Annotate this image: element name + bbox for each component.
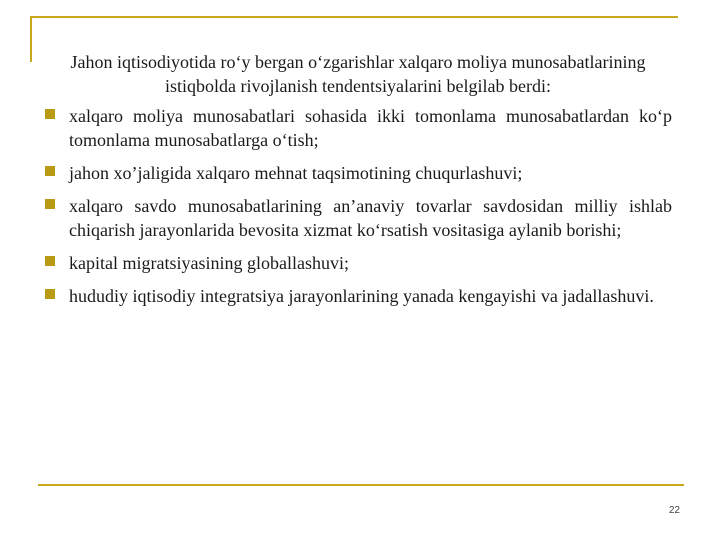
list-item (44, 161, 672, 185)
intro-text: Jahon iqtisodiyotida ro‘y bergan o‘zgarishlar xalqaro moliya munosabatlarining istiqbolda rivojlanish tendentsiyalarini belgilab berdi: (70, 52, 646, 96)
bullet-list (44, 104, 672, 308)
bottom-divider (38, 484, 684, 486)
list-item (44, 284, 672, 308)
page-number: 22 (668, 505, 680, 516)
list-item-text: xalqaro savdo munosabatlarining an’anaviy tovarlar savdosidan milliy ishlab chiqarish jarayonlarida bevosita xizmat ko‘rsatish vositasiga aylanib borishi; (69, 196, 672, 240)
square-bullet-icon (45, 199, 55, 209)
slide-content (44, 50, 672, 317)
list-item-text: kapital migratsiyasining globallashuvi; (69, 253, 349, 273)
list-item-text: xalqaro moliya munosabatlari sohasida ikki tomonlama munosabatlardan ko‘p tomonlama munosabatlarga o‘tish; (69, 106, 672, 150)
list-item-text: jahon xo’jaligida xalqaro mehnat taqsimotining chuqurlashuvi; (69, 163, 523, 183)
square-bullet-icon (45, 289, 55, 299)
top-divider (30, 16, 678, 18)
square-bullet-icon (45, 166, 55, 176)
square-bullet-icon (45, 109, 55, 119)
top-corner-accent (30, 16, 32, 62)
list-item (44, 251, 672, 275)
list-item (44, 194, 672, 242)
square-bullet-icon (45, 256, 55, 266)
list-item (44, 104, 672, 152)
list-item-text: hududiy iqtisodiy integratsiya jarayonlarining yanada kengayishi va jadallashuvi. (69, 286, 654, 306)
